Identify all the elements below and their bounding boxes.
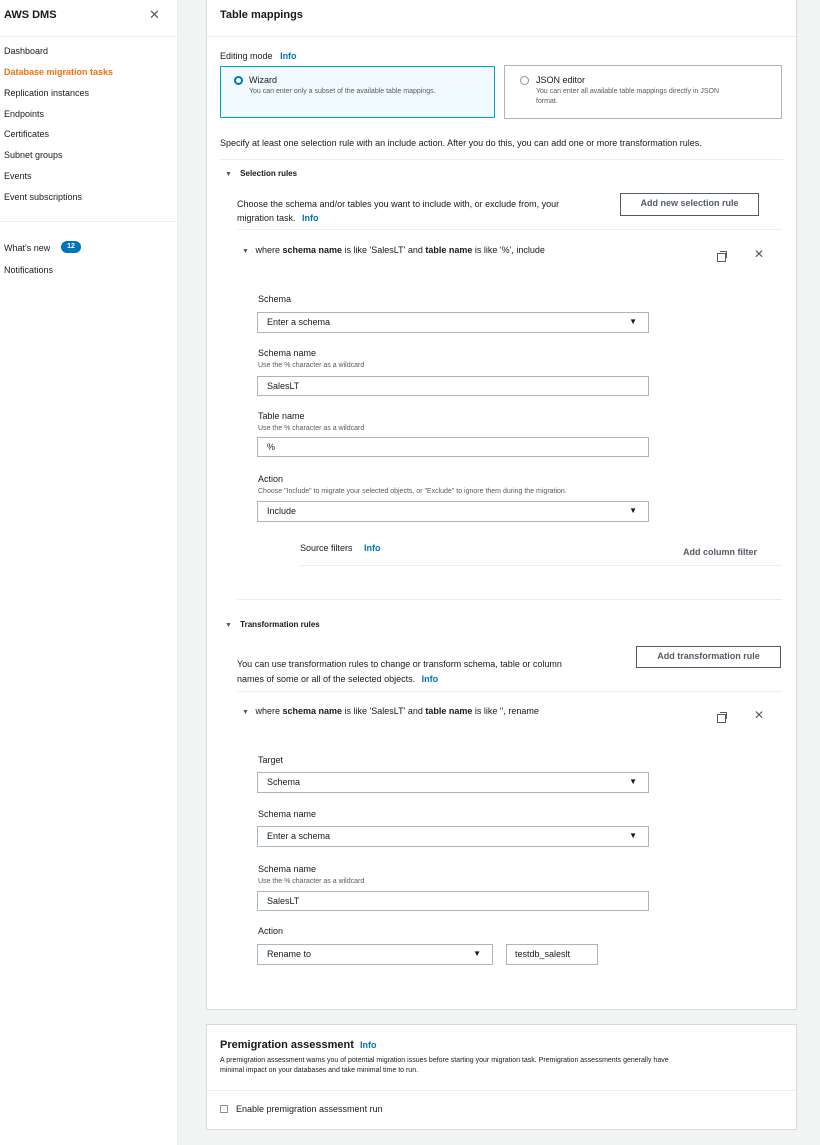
sidebar-item-replication-instances[interactable]: Replication instances bbox=[4, 88, 90, 98]
caret-down-icon: ▼ bbox=[629, 317, 637, 326]
selection-rules-info-link[interactable]: Info bbox=[302, 213, 319, 223]
source-filters-label bbox=[300, 543, 381, 553]
editing-mode-info-link[interactable]: Info bbox=[280, 51, 297, 61]
close-icon[interactable]: ✕ bbox=[754, 247, 765, 261]
target-select[interactable] bbox=[257, 772, 649, 793]
duplicate-icon[interactable] bbox=[717, 714, 726, 723]
json-editor-description-1: You can enter all available table mappings directly in JSON bbox=[536, 88, 720, 95]
schema-select-value: Enter a schema bbox=[267, 317, 331, 327]
premigration-info-link[interactable]: Info bbox=[359, 1040, 377, 1050]
rule-key-schema: schema name bbox=[282, 706, 343, 716]
premigration-title: Premigration assessment bbox=[220, 1039, 354, 1051]
selection-rule-summary[interactable] bbox=[242, 245, 545, 255]
json-editor-description-2: format. bbox=[536, 98, 558, 105]
schema-name-input[interactable]: SalesLT bbox=[257, 376, 649, 396]
selection-rules-header[interactable] bbox=[225, 169, 297, 178]
collapse-triangle-icon: ▼ bbox=[225, 622, 232, 629]
table-name-label: Table name bbox=[258, 411, 305, 421]
sidebar-item-database-migration-tasks[interactable]: Database migration tasks bbox=[4, 67, 114, 77]
selection-rules-desc bbox=[237, 213, 319, 223]
add-new-selection-rule-button[interactable]: Add new selection rule bbox=[620, 193, 759, 216]
sidebar-item-certificates[interactable]: Certificates bbox=[4, 129, 50, 139]
source-filters-info-link[interactable]: Info bbox=[364, 543, 381, 553]
wizard-label: Wizard bbox=[249, 75, 278, 85]
action-label: Action bbox=[258, 474, 284, 484]
rule-key-table: table name bbox=[425, 245, 473, 255]
rule-prefix: where bbox=[255, 245, 280, 255]
transform-action-select[interactable] bbox=[257, 944, 493, 965]
schema-name-input[interactable]: SalesLT bbox=[257, 891, 649, 911]
premigration-panel bbox=[206, 1024, 797, 1130]
sidebar bbox=[0, 0, 178, 1145]
transformation-rules-title: Transformation rules bbox=[240, 620, 320, 629]
schema-select[interactable] bbox=[257, 312, 649, 333]
sidebar-item-notifications[interactable]: Notifications bbox=[4, 265, 54, 275]
caret-down-icon: ▼ bbox=[473, 949, 481, 958]
sidebar-title: AWS DMS bbox=[4, 9, 57, 21]
premigration-checkbox[interactable] bbox=[220, 1105, 228, 1113]
action-hint: Choose "Include" to migrate your selected objects, or "Exclude" to ignore them during the migration. bbox=[258, 488, 567, 495]
caret-down-icon: ▼ bbox=[629, 777, 637, 786]
target-select-value: Schema bbox=[267, 777, 301, 787]
transformation-rules-desc bbox=[237, 674, 438, 684]
rule-condition-2: is like '%', include bbox=[474, 245, 545, 255]
collapse-triangle-icon: ▼ bbox=[225, 171, 232, 178]
table-mappings-title: Table mappings bbox=[220, 9, 303, 21]
rule-condition-1: is like 'SalesLT' and bbox=[344, 706, 423, 716]
rule-condition-1: is like 'SalesLT' and bbox=[344, 245, 423, 255]
premigration-desc-2: minimal impact on your databases and take minimal time to run. bbox=[220, 1067, 419, 1074]
divider bbox=[300, 565, 782, 566]
sidebar-item-events[interactable]: Events bbox=[4, 171, 32, 181]
mapping-instruction: Specify at least one selection rule with an include action. After you do this, you can add one or more transformation rules. bbox=[220, 138, 702, 148]
transformation-rules-header[interactable] bbox=[225, 620, 320, 629]
wizard-radio[interactable] bbox=[234, 76, 243, 85]
transform-action-label: Action bbox=[258, 926, 284, 936]
json-editor-label: JSON editor bbox=[536, 75, 586, 85]
sidebar-item-subnet-groups[interactable]: Subnet groups bbox=[4, 150, 63, 160]
collapse-triangle-icon: ▼ bbox=[242, 248, 249, 255]
sidebar-divider bbox=[0, 221, 178, 222]
json-editor-option-card[interactable] bbox=[504, 65, 782, 119]
transformation-rule-summary[interactable] bbox=[242, 706, 539, 716]
table-mappings-panel bbox=[206, 0, 797, 1010]
sidebar-item-dashboard[interactable]: Dashboard bbox=[4, 46, 49, 56]
schema-name-label: Schema name bbox=[258, 348, 317, 358]
action-select-value: Include bbox=[267, 506, 297, 516]
premigration-checkbox-label[interactable]: Enable premigration assessment run bbox=[236, 1104, 383, 1114]
rule-prefix: where bbox=[255, 706, 280, 716]
divider bbox=[220, 159, 783, 160]
schema-name-label: Schema name bbox=[258, 864, 317, 874]
wizard-option-card[interactable] bbox=[220, 66, 495, 118]
rule-key-schema: schema name bbox=[282, 245, 343, 255]
transformation-rules-desc-2: names of some or all of the selected objects. bbox=[237, 674, 416, 684]
selection-rules-desc-2: migration task. bbox=[237, 213, 296, 223]
add-column-filter-button[interactable]: Add column filter bbox=[683, 547, 757, 557]
sidebar-divider bbox=[0, 36, 178, 37]
transformation-rules-info-link[interactable]: Info bbox=[421, 674, 439, 684]
divider bbox=[237, 599, 782, 600]
premigration-title-row bbox=[220, 1039, 376, 1051]
schema-name-hint: Use the % character as a wildcard bbox=[258, 362, 365, 369]
schema-label: Schema bbox=[258, 294, 292, 304]
editing-mode-text: Editing mode bbox=[220, 51, 273, 61]
selection-rules-desc-1: Choose the schema and/or tables you want to include with, or exclude from, your bbox=[237, 199, 560, 209]
add-transformation-rule-button[interactable]: Add transformation rule bbox=[636, 646, 781, 668]
divider bbox=[237, 691, 782, 692]
divider bbox=[207, 1090, 796, 1091]
schema-name-select-value: Enter a schema bbox=[267, 831, 331, 841]
sidebar-item-endpoints[interactable]: Endpoints bbox=[4, 109, 45, 119]
transformation-rules-desc-1: You can use transformation rules to change or transform schema, table or column bbox=[237, 659, 562, 669]
whats-new-count-badge: 12 bbox=[61, 241, 81, 253]
source-filters-text: Source filters bbox=[300, 543, 353, 553]
schema-name-select-label: Schema name bbox=[258, 809, 317, 819]
close-icon[interactable]: ✕ bbox=[754, 708, 765, 722]
selection-rules-title: Selection rules bbox=[240, 169, 298, 178]
divider bbox=[207, 36, 796, 37]
collapse-triangle-icon: ▼ bbox=[242, 709, 249, 716]
editing-mode-label bbox=[220, 51, 297, 61]
schema-name-select[interactable] bbox=[257, 826, 649, 847]
caret-down-icon: ▼ bbox=[629, 506, 637, 515]
premigration-desc-1: A premigration assessment warns you of potential migration issues before starting your migration task. Premigration assessments generally have bbox=[220, 1057, 669, 1064]
table-name-input[interactable]: % bbox=[257, 437, 649, 457]
rule-key-table: table name bbox=[425, 706, 473, 716]
duplicate-icon[interactable] bbox=[717, 253, 726, 262]
rename-to-input[interactable]: testdb_saleslt bbox=[506, 944, 598, 965]
sidebar-item-whats-new[interactable]: What's new bbox=[4, 243, 51, 253]
transform-action-select-value: Rename to bbox=[267, 949, 312, 959]
action-select[interactable] bbox=[257, 501, 649, 522]
caret-down-icon: ▼ bbox=[629, 831, 637, 840]
close-icon[interactable]: ✕ bbox=[149, 7, 160, 22]
divider bbox=[237, 229, 782, 230]
schema-name-hint: Use the % character as a wildcard bbox=[258, 878, 365, 885]
sidebar-item-event-subscriptions[interactable]: Event subscriptions bbox=[4, 192, 83, 202]
json-editor-radio[interactable] bbox=[520, 76, 529, 85]
rule-condition-2: is like '', rename bbox=[474, 706, 539, 716]
target-label: Target bbox=[258, 755, 284, 765]
wizard-description: You can enter only a subset of the available table mappings. bbox=[249, 88, 436, 95]
table-name-hint: Use the % character as a wildcard bbox=[258, 425, 365, 432]
